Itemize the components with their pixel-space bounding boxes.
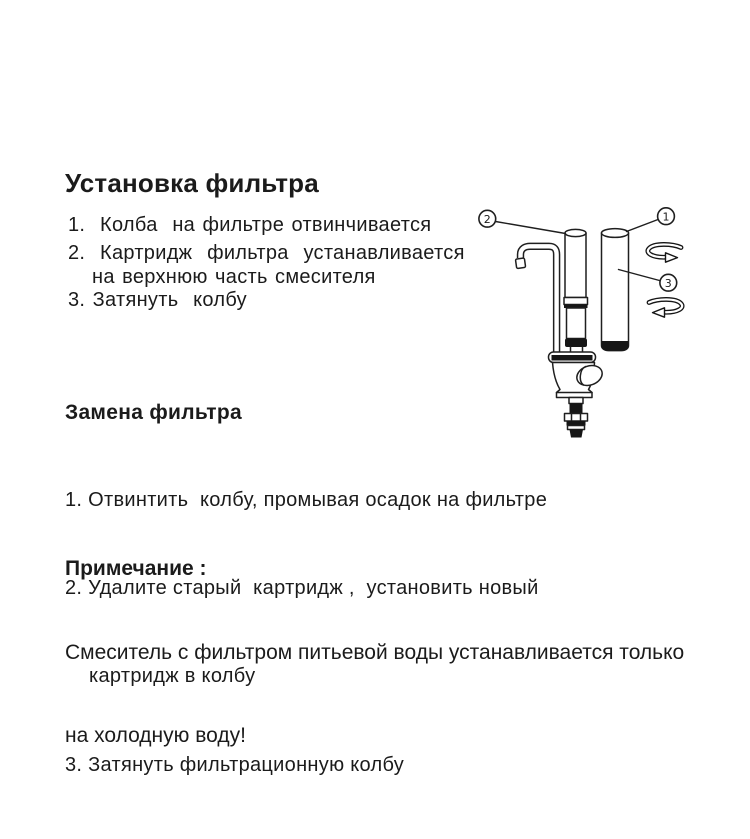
- callout-1-number: 1: [662, 210, 670, 224]
- replace-step-2: 2. Удалите старый картридж , установить новый: [65, 577, 539, 600]
- callout-2-bubble: [479, 210, 496, 227]
- note-line-2: на холодную воду!: [65, 723, 246, 747]
- faucet-body-drawing: [549, 352, 605, 438]
- replace-step-2-continued: картридж в колбу: [89, 665, 256, 688]
- faucet-spout-drawing: [515, 246, 556, 352]
- callout-2-leader: [496, 222, 566, 234]
- filter-housing-drawing: [602, 229, 629, 351]
- install-step-1: 1. Колба на фильтре отвинчивается: [68, 214, 432, 236]
- page-title: Установка фильтра: [65, 168, 319, 199]
- filter-diagram-svg: [450, 185, 710, 455]
- callout-1-bubble: [658, 208, 675, 225]
- install-step-2: 2. Картридж фильтра устанавливается: [68, 242, 465, 264]
- callout-3-number: 3: [664, 276, 672, 290]
- replace-step-1: 1. Отвинтить колбу, промывая осадок на фильтре: [65, 489, 548, 512]
- spout-tip: [515, 258, 525, 269]
- rotate-counterclockwise-icon: [649, 299, 682, 317]
- replace-section-heading: Замена фильтра: [65, 400, 242, 424]
- note-heading: Примечание :: [65, 557, 207, 581]
- note-line-1: Смеситель с фильтром питьевой воды устанавливается только: [65, 640, 685, 664]
- rotate-clockwise-icon: [648, 244, 681, 262]
- callout-3-bubble: [660, 274, 677, 291]
- callout-1-leader: [627, 220, 659, 232]
- replace-step-3: 3. Затянуть фильтрационную колбу: [65, 753, 405, 776]
- note-section: [65, 500, 684, 805]
- install-step-3: 3. Затянуть колбу: [68, 289, 247, 311]
- housing-bottom-band: [602, 341, 629, 351]
- callout-2-number: 2: [483, 212, 491, 226]
- filter-cartridge-drawing: [564, 229, 588, 352]
- filter-exploded-diagram: [450, 185, 710, 455]
- install-step-2-continued: на верхнюю часть смесителя: [92, 266, 376, 288]
